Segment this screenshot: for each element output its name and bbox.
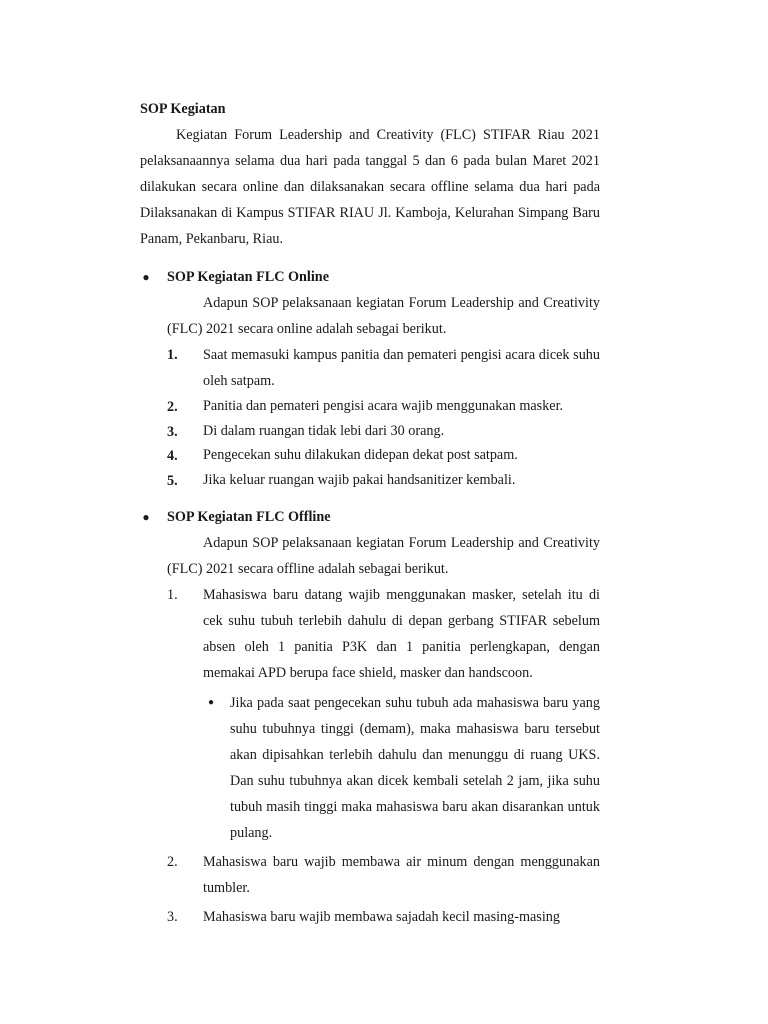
list-item-text: Mahasiswa baru wajib membawa air minum dengan menggunakan tumbler. xyxy=(203,854,600,896)
list-number: 1. xyxy=(167,587,178,603)
bullet-icon: ● xyxy=(208,697,215,708)
list-item xyxy=(140,582,600,846)
section-online xyxy=(140,264,600,492)
list-item-text: Jika keluar ruangan wajib pakai handsanitizer kembali. xyxy=(203,471,516,488)
list-number: 5. xyxy=(167,472,178,489)
section-online-heading xyxy=(140,264,600,290)
section-offline-heading-text: SOP Kegiatan FLC Offline xyxy=(167,509,331,525)
list-item xyxy=(140,468,600,493)
section-offline-heading xyxy=(140,504,600,530)
section-online-intro: Adapun SOP pelaksanaan kegiatan Forum Leadership and Creativity (FLC) 2021 secara online adalah sebagai berikut. xyxy=(167,295,600,337)
section-offline-intro: Adapun SOP pelaksanaan kegiatan Forum Leadership and Creativity (FLC) 2021 secara offline adalah sebagai berikut. xyxy=(167,535,600,577)
list-item xyxy=(140,394,600,419)
offline-sublist xyxy=(203,690,600,846)
intro-paragraph: Kegiatan Forum Leadership and Creativity (FLC) STIFAR Riau 2021 pelaksanaannya selama dua hari pada tanggal 5 dan 6 pada bulan Maret 2021 dilakukan secara online dan dilaksanakan secara offline selama dua hari pada Dilaksanakan di Kampus STIFAR RIAU Jl. Kamboja, Kelurahan Simpang Baru Panam, Pekanbaru, Riau. xyxy=(140,127,600,247)
section-online-heading-text: SOP Kegiatan FLC Online xyxy=(167,269,329,285)
section-offline xyxy=(140,504,600,930)
list-item-text: Panitia dan pemateri pengisi acara wajib menggunakan masker. xyxy=(203,398,564,414)
document-title: SOP Kegiatan xyxy=(140,101,226,117)
list-number: 4. xyxy=(167,448,178,464)
list-item xyxy=(140,443,600,468)
sublist-item xyxy=(203,690,600,846)
list-item xyxy=(140,849,600,901)
list-item-text: Mahasiswa baru datang wajib menggunakan masker, setelah itu di cek suhu tubuh terlebih dahulu di depan gerbang STIFAR sebelum absen oleh 1 panitia P3K dan 1 panitia perlengkapan, dengan memakai APD berupa face shield, masker dan handscoon. xyxy=(203,587,600,681)
list-number: 3. xyxy=(167,909,178,925)
offline-list xyxy=(140,582,600,930)
bullet-icon: ● xyxy=(142,510,150,524)
list-item-text: Saat memasuki kampus panitia dan pemateri pengisi acara dicek suhu oleh satpam. xyxy=(203,347,600,389)
bullet-icon: ● xyxy=(142,270,150,284)
document-content xyxy=(140,96,600,930)
list-item xyxy=(140,342,600,394)
online-list xyxy=(140,342,600,492)
list-item xyxy=(140,904,600,930)
list-item-text: Mahasiswa baru wajib membawa sajadah kecil masing-masing xyxy=(203,909,560,925)
list-number: 2. xyxy=(167,399,178,415)
sublist-item-text: Jika pada saat pengecekan suhu tubuh ada mahasiswa baru yang suhu tubuhnya tinggi (demam), maka mahasiswa baru tersebut akan dipisahkan terlebih dahulu dan menunggu di ruang UKS. Dan suhu tubuhnya akan dicek kembali setelah 2 jam, jika suhu tubuh masih tinggi maka mahasiswa baru akan disarankan untuk pulang. xyxy=(230,695,600,841)
list-number: 3. xyxy=(167,423,178,440)
list-item-text: Pengecekan suhu dilakukan didepan dekat post satpam. xyxy=(203,447,518,463)
list-number: 2. xyxy=(167,854,178,870)
list-item-text: Di dalam ruangan tidak lebi dari 30 orang. xyxy=(203,422,445,439)
list-number: 1. xyxy=(167,347,178,363)
list-item xyxy=(140,419,600,444)
